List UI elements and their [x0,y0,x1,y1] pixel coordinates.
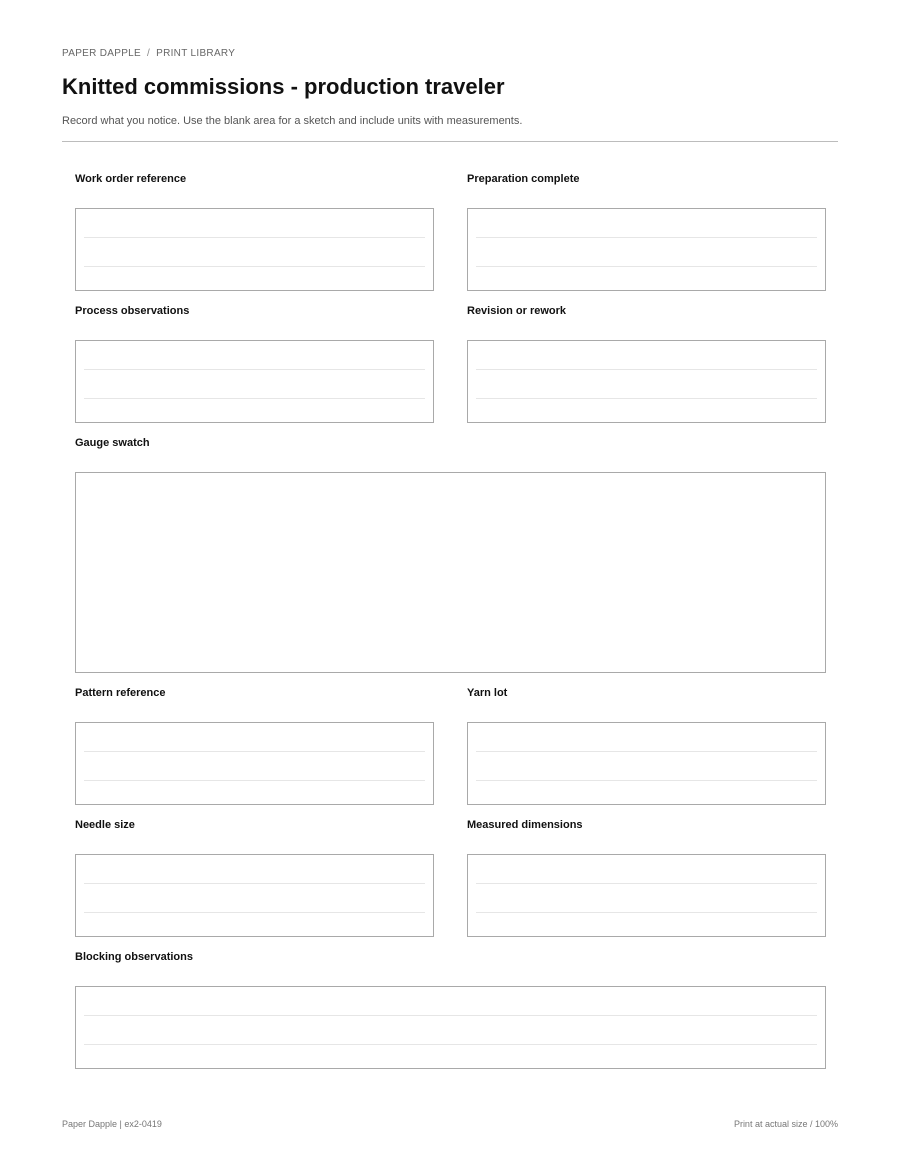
writing-line [476,237,817,238]
breadcrumb [62,48,235,59]
field-needle-size [75,819,434,937]
field-label: Revision or rework [467,305,567,317]
field-label: Yarn lot [467,687,508,699]
writing-line [84,751,425,752]
writing-line [84,237,425,238]
process-observations-box[interactable] [75,340,434,423]
field-preparation-complete [467,173,826,291]
field-pattern-reference [75,687,434,805]
writing-line [476,266,817,267]
field-label: Gauge swatch [75,437,150,449]
field-gauge-swatch [75,437,826,673]
field-process-observations [75,305,434,423]
preparation-complete-box[interactable] [467,208,826,291]
field-label: Preparation complete [467,173,580,185]
measured-dimensions-box[interactable] [467,854,826,937]
pattern-reference-box[interactable] [75,722,434,805]
writing-line [84,912,425,913]
writing-line [84,369,425,370]
writing-line [84,883,425,884]
field-measured-dimensions [467,819,826,937]
writing-line [84,1044,817,1045]
field-work-order-reference [75,173,434,291]
page-instructions: Record what you notice. Use the blank area for a sketch and include units with measurements. [62,115,523,127]
writing-line [84,780,425,781]
field-label: Pattern reference [75,687,166,699]
writing-line [84,266,425,267]
header-divider [62,141,838,142]
writing-line [476,751,817,752]
field-label: Measured dimensions [467,819,583,831]
revision-or-rework-box[interactable] [467,340,826,423]
field-yarn-lot [467,687,826,805]
breadcrumb-item-brand: PAPER DAPPLE [62,48,142,59]
writing-line [476,398,817,399]
footer-document-id: Paper Dapple | ex2-0419 [62,1119,162,1129]
writing-line [476,912,817,913]
writing-line [476,883,817,884]
field-blocking-observations [75,951,826,1069]
blocking-observations-box[interactable] [75,986,826,1069]
field-label: Process observations [75,305,190,317]
gauge-swatch-sketch-area[interactable] [75,472,826,673]
work-order-reference-box[interactable] [75,208,434,291]
field-revision-or-rework [467,305,826,423]
writing-line [476,780,817,781]
field-label: Work order reference [75,173,187,185]
field-label: Blocking observations [75,951,193,963]
footer-print-note: Print at actual size / 100% [733,1119,838,1129]
writing-line [84,398,425,399]
page-title: Knitted commissions - production traveler [62,74,505,99]
yarn-lot-box[interactable] [467,722,826,805]
breadcrumb-separator: / [147,48,151,59]
writing-line [476,369,817,370]
needle-size-box[interactable] [75,854,434,937]
field-label: Needle size [75,819,135,831]
writing-line [84,1015,817,1016]
breadcrumb-item-library: PRINT LIBRARY [156,48,236,59]
